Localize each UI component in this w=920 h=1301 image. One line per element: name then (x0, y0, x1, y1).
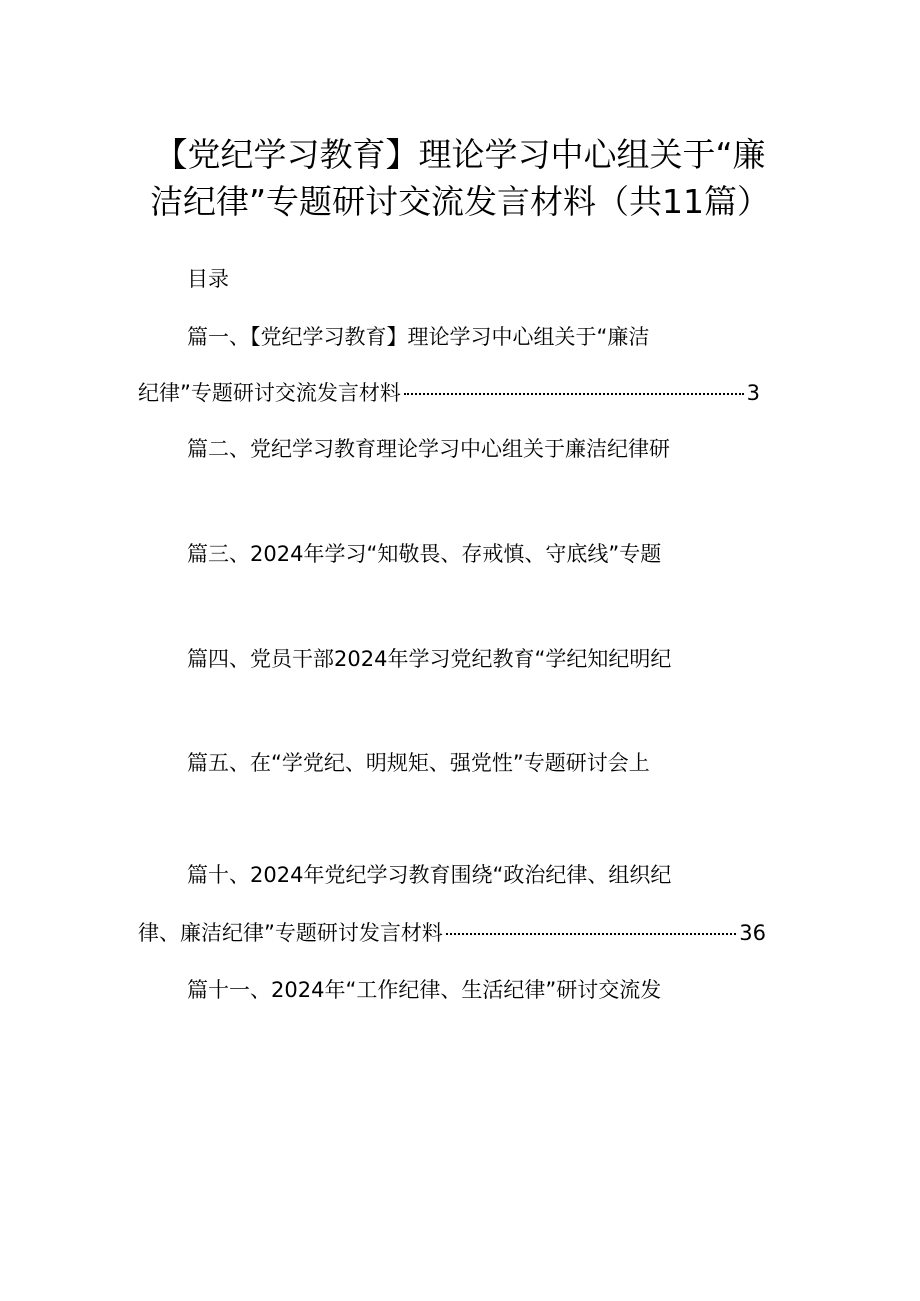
toc-entry-3[interactable]: 篇三、2024年学习“知敬畏、存戒慎、守底线”专题 (187, 542, 662, 566)
toc-entry-1-page: 3 (746, 381, 760, 405)
toc-entry-2[interactable]: 篇二、党纪学习教育理论学习中心组关于廉洁纪律研 (187, 437, 670, 461)
toc-entry-4[interactable]: 篇四、党员干部2024年学习党纪教育“学纪知纪明纪 (187, 647, 672, 671)
toc-dot-leader (404, 393, 744, 395)
toc-entry-10-line-1[interactable]: 篇十、2024年党纪学习教育围绕“政治纪律、组织纪 (187, 863, 672, 887)
toc-entry-1-line-1[interactable]: 篇一、【党纪学习教育】理论学习中心组关于“廉洁 (187, 325, 650, 349)
toc-entry-11[interactable]: 篇十一、2024年“工作纪律、生活纪律”研讨交流发 (187, 978, 662, 1002)
toc-entry-1-text: 纪律”专题研讨交流发言材料 (138, 381, 401, 405)
toc-heading: 目录 (187, 267, 229, 291)
toc-entry-1-line-2[interactable] (138, 378, 760, 408)
toc-entry-10-text: 律、廉洁纪律”专题研讨发言材料 (138, 921, 443, 945)
toc-entry-5[interactable]: 篇五、在“学党纪、明规矩、强党性”专题研讨会上 (187, 751, 650, 775)
document-title-line-1: 【党纪学习教育】理论学习中心组关于“廉 (154, 135, 766, 174)
toc-entry-10-line-2[interactable] (138, 918, 766, 948)
toc-entry-10-page: 36 (739, 921, 766, 945)
toc-dot-leader (446, 933, 736, 935)
document-title-line-2: 洁纪律”专题研讨交流发言材料（共11篇） (149, 182, 771, 221)
